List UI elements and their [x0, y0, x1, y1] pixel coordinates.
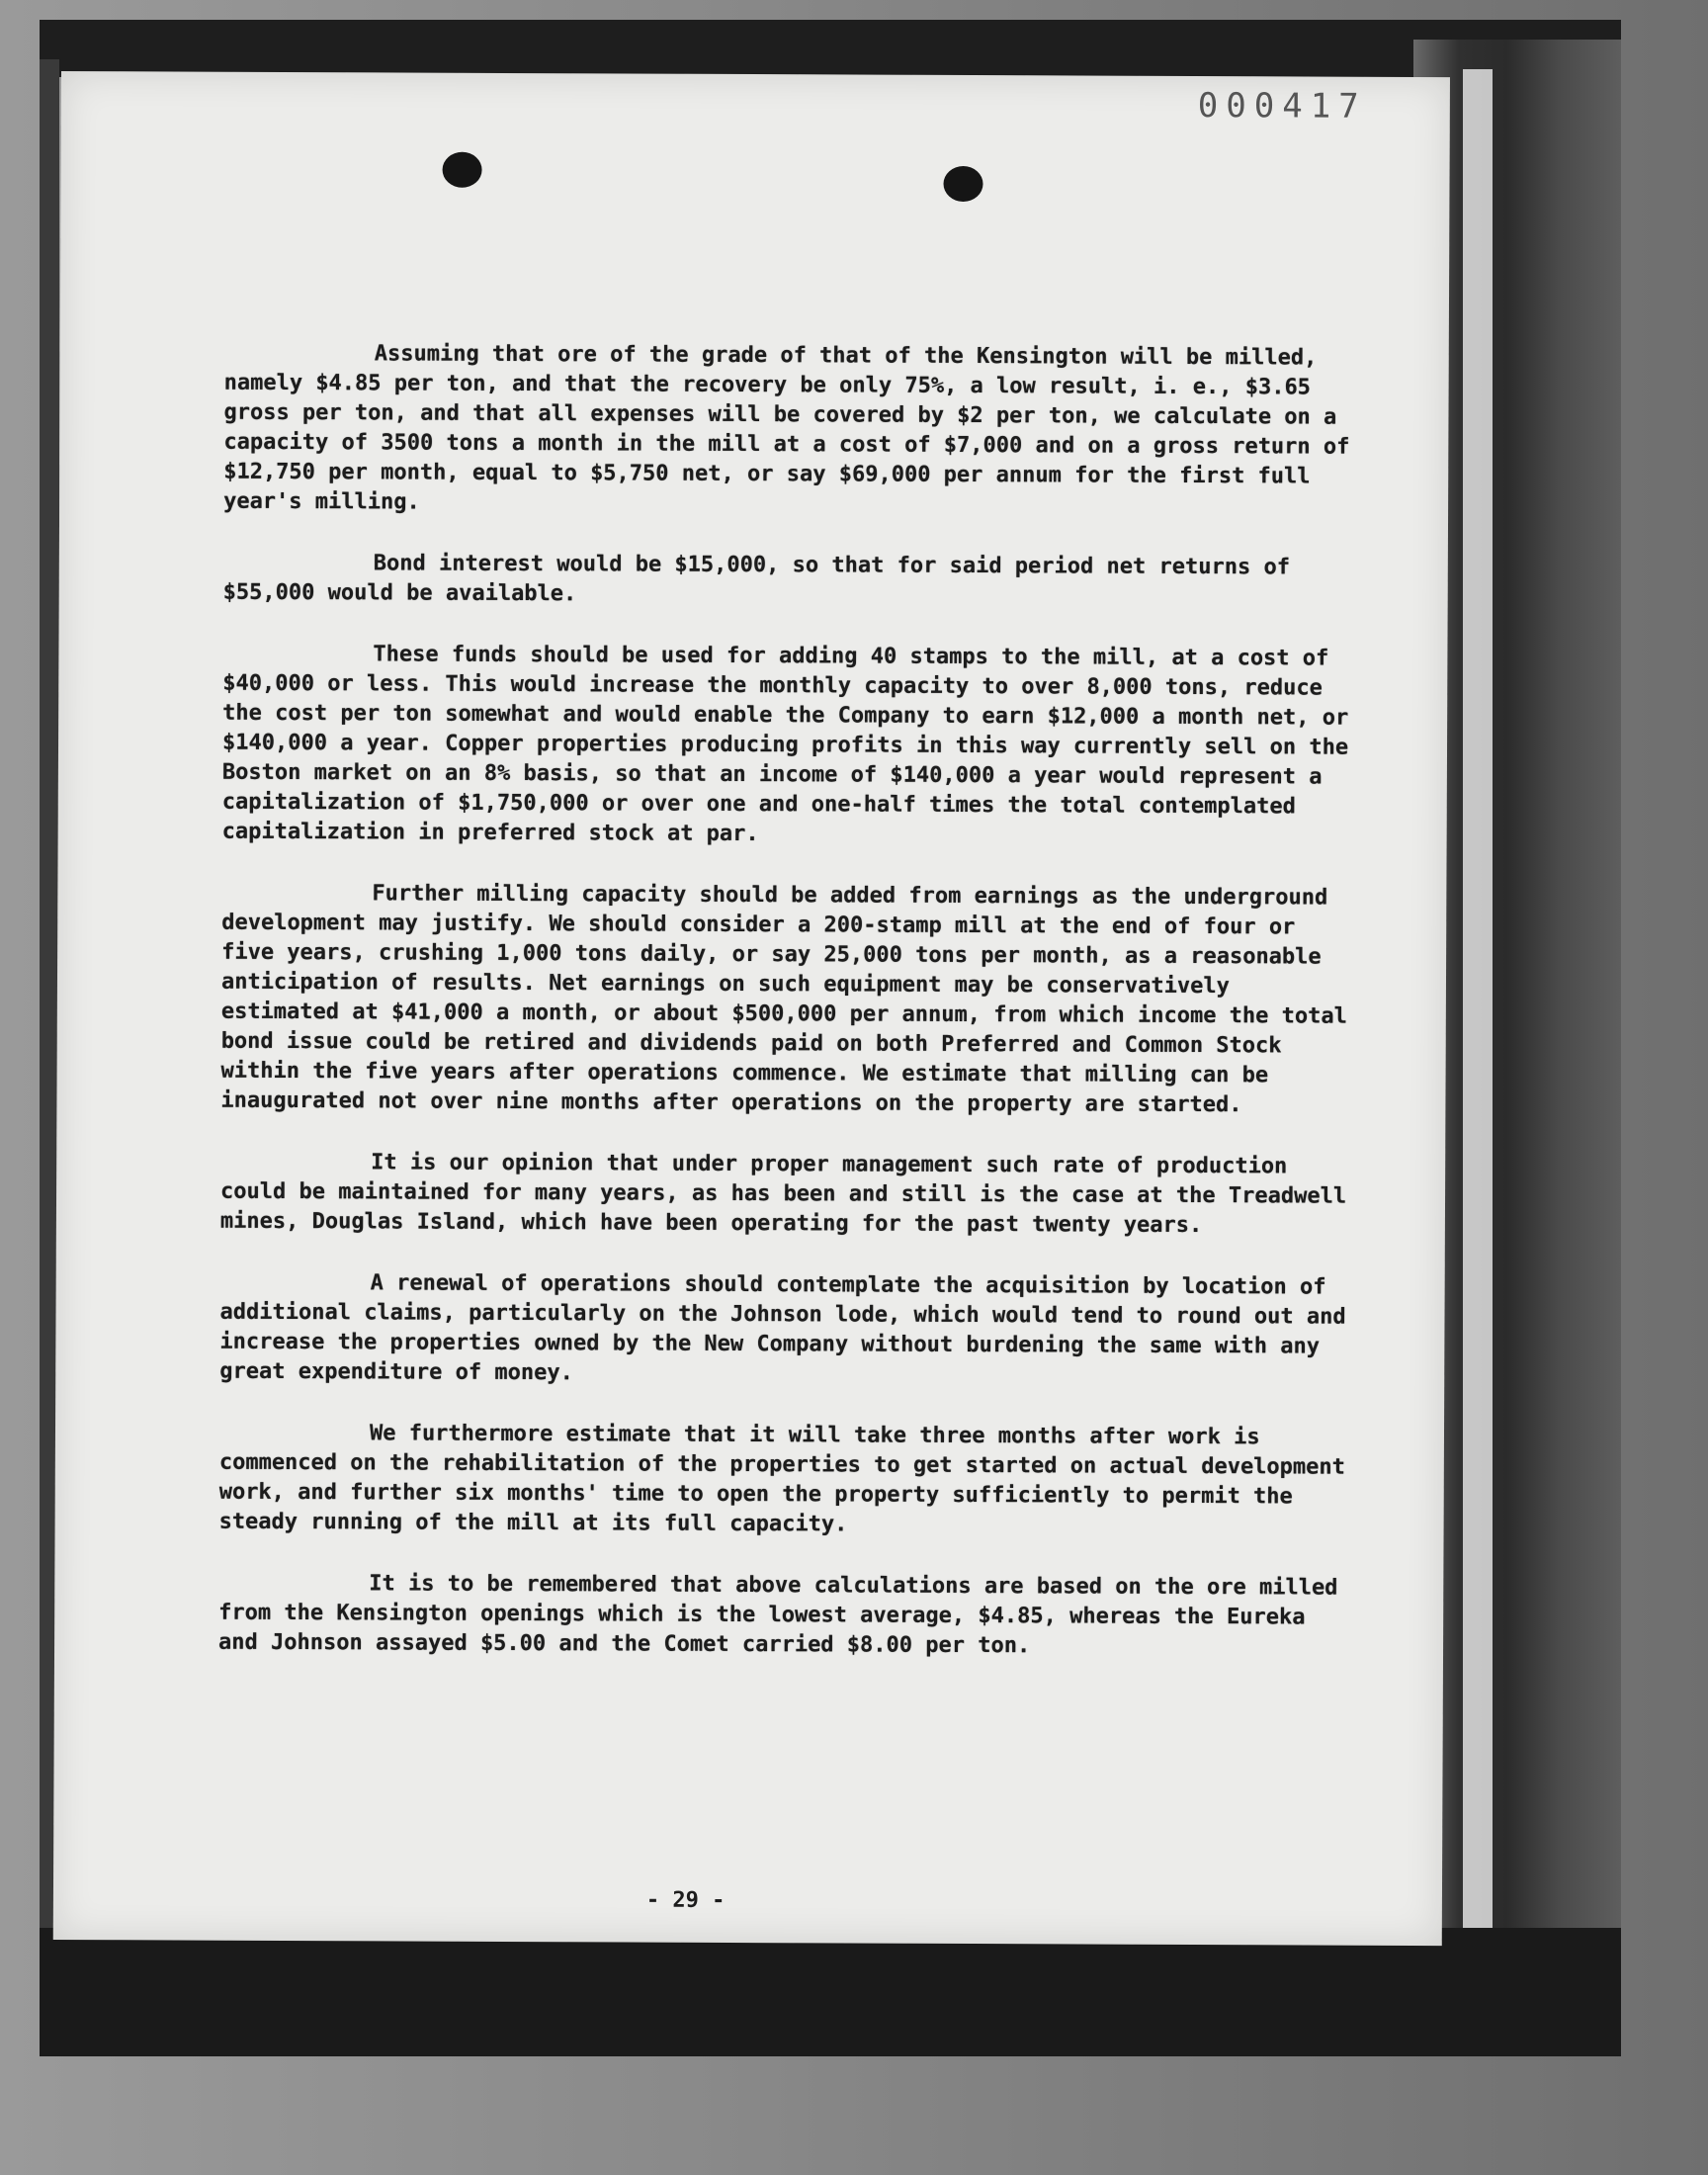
- paragraph-8: It is to be remembered that above calculations are based on the ore milled from the Kensington openings which is the lowest average, $4.85, whereas the Eureka and Johnson assayed $5.00 and the Comet carried $8.00 per ton.: [218, 1571, 1338, 1659]
- paragraph-4: Further milling capacity should be added from earnings as the underground development may justify. We should consider a 200-stamp mill at the end of four or five years, crushing 1,000 tons daily, or say 25,000 tons per month, as a reasonable anticipation of results. Net earnings on such equipment may be conservatively estimated at $41,000 a month, or about $500,000 per annum, from which income the total bond issue could be retired and dividends paid on both Preferred and Common Stock within the five years after operations commence. We estimate that milling can be inaugurated not over nine months after operations on the property are started.: [220, 881, 1347, 1118]
- document-page: [53, 71, 1450, 1946]
- page-number: - 29 -: [645, 1887, 726, 1913]
- paragraph-7: We furthermore estimate that it will take three months after work is commenced on the rehabilitation of the properties to get started on actual development work, and further six months' time to open the property sufficiently to permit the steady running of the mill at its full capacity.: [218, 1421, 1345, 1537]
- document-number: 000417: [1197, 86, 1367, 127]
- scan-top-border: [40, 20, 1621, 77]
- document-body: [218, 339, 1361, 1695]
- paragraph-3: These funds should be used for adding 40 stamps to the mill, at a cost of $40,000 or less. This would increase the monthly capacity to over 8,000 tons, reduce the cost per ton somewhat and would enable the Company to earn $12,000 a month net, or $140,000 a year. Copper properties producing profits in this way currently sell on the Boston market on an 8% basis, so that an income of $140,000 a year would represent a capitalization of $1,750,000 or over one and one-half times the total contemplated capitalization in preferred stock at par.: [221, 642, 1349, 847]
- paragraph-5: It is our opinion that under proper management such rate of production could be maintained for many years, as has been and still is the case at the Treadwell mines, Douglas Island, which have been operating for the past twenty years.: [219, 1150, 1347, 1239]
- paragraph-2: Bond interest would be $15,000, so that for said period net returns of $55,000 would be available.: [222, 551, 1291, 607]
- paragraph-6: A renewal of operations should contemplate the acquisition by location of additional claims, particularly on the Johnson lode, which would tend to round out and increase the properties owned by the New Company without burdening the same with any great expenditure of money.: [219, 1270, 1346, 1386]
- paragraph-1: Assuming that ore of the grade of that of the Kensington will be milled, namely $4.85 per ton, and that the recovery be only 75%, a low result, i. e., $3.65 gross per ton, and that all expenses will be covered by $2 per ton, we calculate on a capacity of 3500 tons a month in the mill at a cost of $7,000 and on a gross return of $12,750 per month, equal to $5,750 net, or say $69,000 per annum for the first full year's milling.: [223, 341, 1350, 515]
- scan-bottom-border: [40, 1928, 1621, 2056]
- scan-right-strip: [1463, 69, 1493, 1928]
- punch-hole-right: [943, 166, 982, 202]
- punch-hole-left: [442, 152, 481, 188]
